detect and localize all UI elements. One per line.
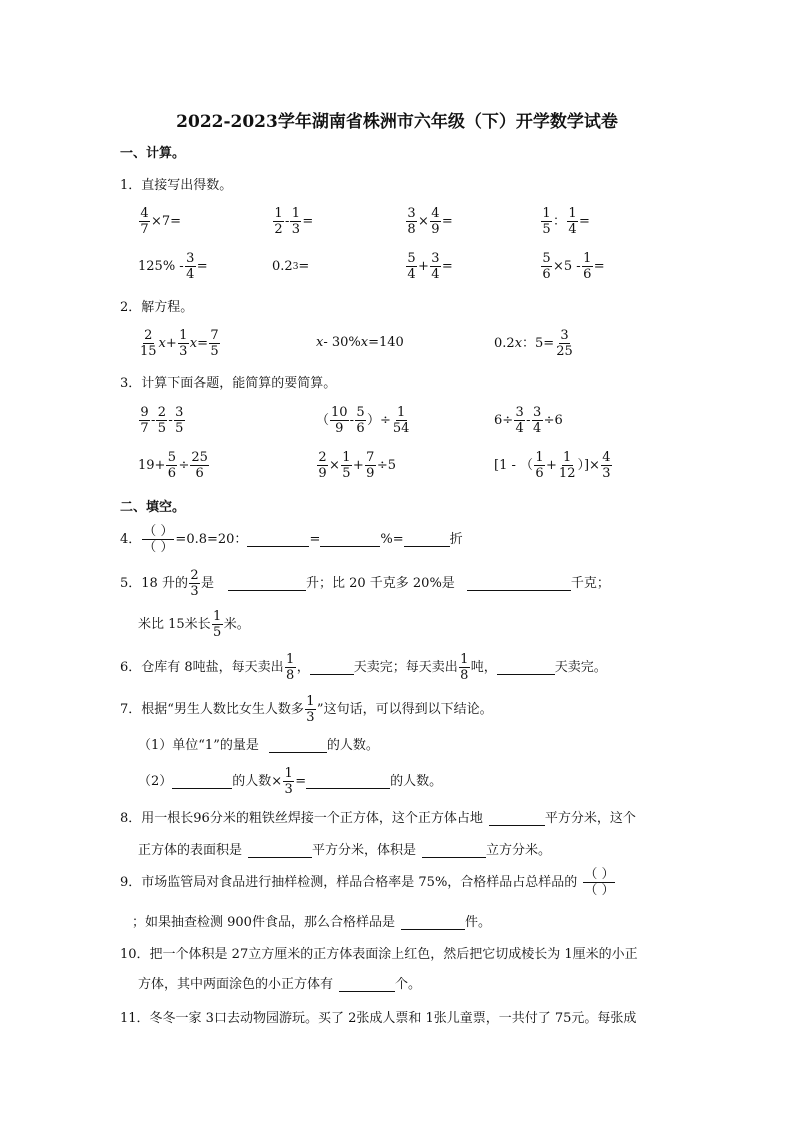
q5-blank-1[interactable] xyxy=(228,577,306,591)
q1-label: 1．直接写出得数。 xyxy=(120,178,233,193)
q8-blank-1[interactable] xyxy=(489,812,545,826)
q7-blank-2[interactable] xyxy=(172,775,232,789)
q9-blank-1[interactable] xyxy=(401,916,465,930)
q10-line-1: 10．把一个体积是 27立方厘米的正方体表面涂上红色，然后把它切成棱长为 1厘米的小正 xyxy=(120,947,638,962)
q8-blank-3[interactable] xyxy=(422,844,486,858)
q7-blank-3[interactable] xyxy=(306,775,390,789)
q6-blank-1[interactable] xyxy=(310,661,354,675)
q1-expr-3: $\frac{3}{8}$ × $\frac{4}{9}$ = xyxy=(407,206,453,237)
q4-blank-2[interactable] xyxy=(320,533,380,547)
q1-expr-8: $\frac{5}{6}$ ×5 - $\frac{1}{6}$ = xyxy=(542,251,605,282)
q9-line-1: 9．市场监管局对食品进行抽样检测，样品合格率是 75%，合格样品占总样品的 $\frac{( )}{( )}$ xyxy=(120,867,615,898)
q1-expr-6: 0.2 3 = xyxy=(272,259,310,274)
section-heading-calc: 一、计算。 xyxy=(120,146,186,161)
q9-line-2: ；如果抽查检测 900件食品，那么合格样品是 件。 xyxy=(132,915,491,930)
q2-equation-3: 0.2 x ：5= $\frac{3}{25}$ xyxy=(494,328,573,359)
q2-equation-2: x - 30% x =140 xyxy=(316,335,404,350)
q1-expr-4: $\frac{1}{5}$ ： $\frac{1}{4}$ = xyxy=(542,206,590,237)
q5-blank-2[interactable] xyxy=(467,577,571,591)
page-title: 2022-2023学年湖南省株洲市六年级（下）开学数学试卷 xyxy=(176,112,618,132)
q7-sub-2: （2） 的人数× $\frac{1}{3}$ = 的人数。 xyxy=(138,766,443,797)
q11-line-1: 11．冬冬一家 3口去动物园游玩。买了 2张成人票和 1张儿童票，一共付了 75元。每张成 xyxy=(120,1011,637,1026)
q2-label: 2．解方程。 xyxy=(120,300,194,315)
q7-sub-1: （1）单位“1”的量是 的人数。 xyxy=(138,738,379,753)
q1-expr-5: 125% - $\frac{3}{4}$ = xyxy=(138,251,208,282)
q5-line-2: 米比 15米长 $\frac{1}{5}$ 米。 xyxy=(138,609,250,640)
q7: 7．根据“男生人数比女生人数多 $\frac{1}{3}$ ”这句话，可以得到以下结论。 xyxy=(120,694,493,725)
q8-line-1: 8．用一根长96分米的粗铁丝焊接一个正方体，这个正方体占地 平方分米，这个 xyxy=(120,811,636,826)
q4-blank-3[interactable] xyxy=(404,533,450,547)
q3-expr-5: $\frac{2}{9}$ × $\frac{1}{5}$ + $\frac{7}{9}$ ÷5 xyxy=(318,450,396,481)
q4: 4． $\frac{( )}{( )}$ =0.8=20： = %= 折 xyxy=(120,524,463,555)
q1-expr-7: $\frac{5}{4}$ + $\frac{3}{4}$ = xyxy=(407,251,453,282)
q4-blank-1[interactable] xyxy=(247,533,309,547)
q3-expr-2: （ $\frac{10}{9}$ - $\frac{5}{6}$ ）÷ $\frac{1}{54}$ xyxy=(316,405,410,436)
q3-expr-3: 6÷ $\frac{3}{4}$ - $\frac{3}{4}$ ÷6 xyxy=(494,405,563,436)
q10-line-2: 方体，其中两面涂色的小正方体有 个。 xyxy=(138,977,422,992)
section-heading-fill: 二、填空。 xyxy=(120,500,186,515)
q3-expr-4: 19+ $\frac{5}{6}$ ÷ $\frac{25}{6}$ xyxy=(138,450,208,481)
q7-blank-1[interactable] xyxy=(269,739,327,753)
q3-expr-6: [1 - （ $\frac{1}{6}$ + $\frac{1}{12}$ ）]× $\frac{4}{3}$ xyxy=(494,450,611,481)
q5-line-1: 5．18 升的 $\frac{2}{3}$ 是 升；比 20 千克多 20%是 千克； xyxy=(120,568,610,599)
q3-label: 3．计算下面各题，能简算的要简算。 xyxy=(120,376,337,391)
q8-line-2: 正方体的表面积是 平方分米，体积是 立方分米。 xyxy=(138,843,552,858)
q1-expr-2: $\frac{1}{2}$ - $\frac{1}{3}$ = xyxy=(274,206,314,237)
q10-blank-1[interactable] xyxy=(339,978,395,992)
q3-expr-1: $\frac{9}{7}$ - $\frac{2}{5}$ - $\frac{3}{5}$ xyxy=(140,405,184,436)
q2-equation-1: $\frac{2}{15}$ x + $\frac{1}{3}$ x = $\frac{7}{5}$ xyxy=(140,328,219,359)
q8-blank-2[interactable] xyxy=(248,844,312,858)
q1-expr-1: $\frac{4}{7}$ ×7= xyxy=(140,206,182,237)
q6: 6．仓库有 8吨盐，每天卖出 $\frac{1}{8}$ ， 天卖完；每天卖出 $\frac{1}{8}$ 吨， 天卖完。 xyxy=(120,652,607,683)
q6-blank-2[interactable] xyxy=(497,661,555,675)
